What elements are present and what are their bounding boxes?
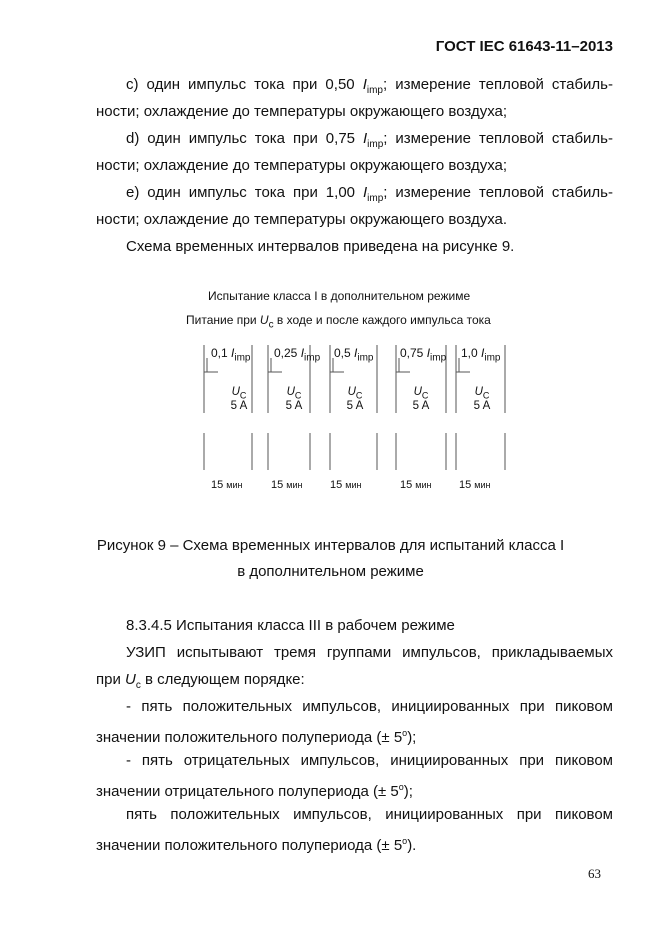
section-intro-line2: при $U_c$ в следующем порядке: — [96, 671, 305, 691]
bullet-3-line1: пять положительных импульсов, инициированных при пиковом — [126, 806, 613, 823]
interval-label-3: 0,5 $I_{imp}$ — [334, 346, 374, 364]
document-header: ГОСТ IEC 61643-11–2013 — [435, 38, 613, 55]
diagram-title: Испытание класса I в дополнительном режиме — [208, 289, 471, 303]
item-e-line2: ности; охлаждение до температуры окружающего воздуха. — [96, 211, 508, 228]
bullet-1-line1: - пять положительных импульсов, инициированных при пиковом — [126, 698, 613, 715]
interval-label-1: 0,1 $I_{imp}$ — [211, 346, 251, 364]
figure-reference: Схема временных интервалов приведена на рисунке 9. — [126, 238, 515, 255]
section-intro-line1: УЗИП испытывают тремя группами импульсов, прикладываемых — [126, 644, 613, 661]
interval-label-4: 0,75 $I_{imp}$ — [400, 346, 447, 364]
uc-label-3: $U_C$ 5 A — [346, 386, 364, 413]
interval-label-2: 0,25 $I_{imp}$ — [274, 346, 321, 364]
page-number: 63 — [588, 866, 601, 881]
uc-label-1: $U_C$ 5 A — [230, 386, 248, 413]
uc-label-4: $U_C$ 5 A — [412, 386, 430, 413]
bullet-2-line1: - пять отрицательных импульсов, инициированных при пиковом — [126, 752, 613, 769]
uc-label-2: $U_C$ 5 A — [285, 386, 303, 413]
interval-label-5: 1,0 $I_{imp}$ — [461, 346, 501, 364]
duration-label-2: 15 мин — [271, 479, 303, 491]
item-c-line2: ности; охлаждение до температуры окружающего воздуха; — [96, 103, 508, 120]
item-d-line2: ности; охлаждение до температуры окружающего воздуха; — [96, 157, 508, 174]
duration-label-3: 15 мин — [330, 479, 362, 491]
duration-label-4: 15 мин — [400, 479, 432, 491]
bullet-2-line2: значении отрицательного полупериода (± $5^о$); — [96, 782, 413, 800]
item-c-line1: c) один импульс тока при 0,50 $I_{imp}$; измерение тепловой стабиль- — [126, 76, 613, 96]
section-heading: 8.3.4.5 Испытания класса III в рабочем режиме — [126, 617, 455, 634]
figure-caption-line1: Рисунок 9 – Схема временных интервалов для испытаний класса I — [96, 537, 565, 554]
bullet-3-line2: значении положительного полупериода (± $5^о$). — [96, 836, 417, 854]
item-d-line1: d) один импульс тока при 0,75 $I_{imp}$; измерение тепловой стабиль- — [126, 130, 613, 150]
diagram-subtitle: Питание при $U_c$ в ходе и после каждого импульса тока — [186, 313, 491, 331]
uc-label-5: $U_C$ 5 A — [473, 386, 491, 413]
bullet-1-line2: значении положительного полупериода (± $5^о$); — [96, 728, 417, 746]
item-e-line1: e) один импульс тока при 1,00 $I_{imp}$; измерение тепловой стабиль- — [126, 184, 613, 204]
figure-caption-line2: в дополнительном режиме — [237, 563, 424, 580]
duration-label-5: 15 мин — [459, 479, 491, 491]
duration-label-1: 15 мин — [211, 479, 243, 491]
